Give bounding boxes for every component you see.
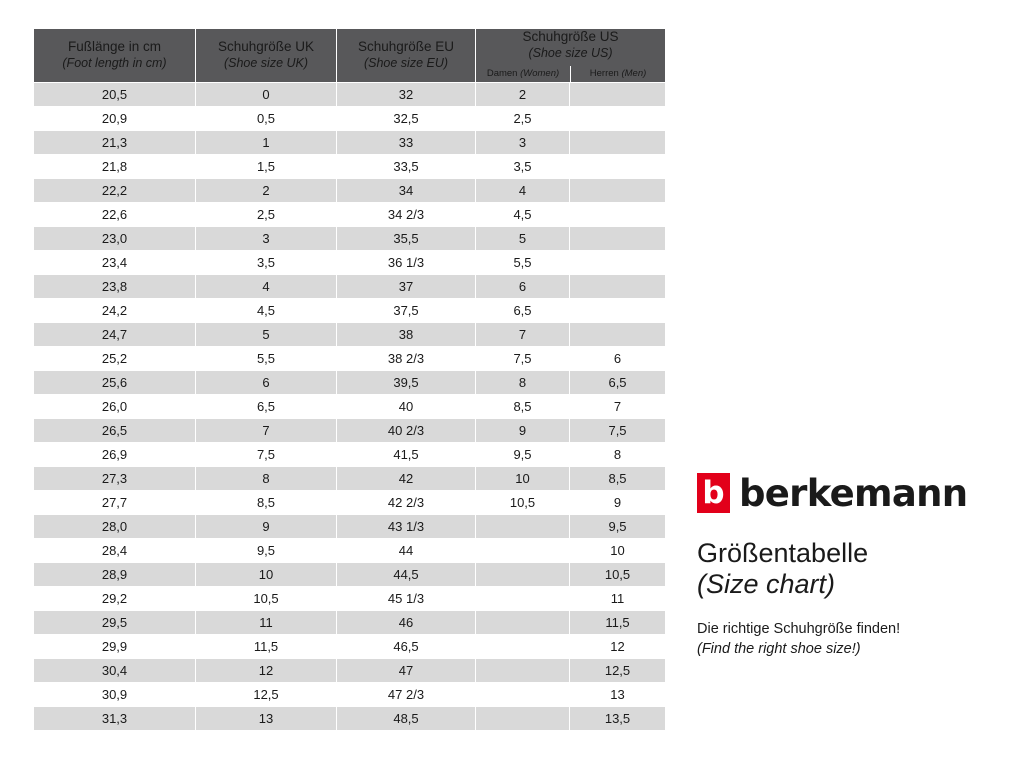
cell-us-men: 8,5 — [570, 467, 666, 491]
cell-us-women: 4 — [476, 179, 570, 203]
table-row — [34, 251, 666, 275]
cell-foot-length: 29,9 — [34, 635, 196, 659]
cell-us-women — [476, 611, 570, 635]
cell-foot-length: 21,8 — [34, 155, 196, 179]
column-header-eu-en: (Shoe size EU) — [363, 56, 449, 71]
cell-eu: 43 1/3 — [337, 515, 476, 539]
table-row — [34, 299, 666, 323]
cell-us-women: 6 — [476, 275, 570, 299]
table-row — [34, 659, 666, 683]
table-row — [34, 611, 666, 635]
cell-us-women: 2,5 — [476, 107, 570, 131]
cell-us-men: 10 — [570, 539, 666, 563]
column-header-foot-length — [34, 29, 196, 83]
column-header-us-women-de: Damen — [486, 67, 518, 79]
table-row — [34, 323, 666, 347]
subtitle-de: Die richtige Schuhgröße finden! — [697, 621, 901, 638]
table-body — [34, 83, 666, 731]
cell-us-women — [476, 587, 570, 611]
cell-us-men: 11,5 — [570, 611, 666, 635]
table-row — [34, 227, 666, 251]
cell-foot-length: 22,2 — [34, 179, 196, 203]
table-header-row — [34, 29, 666, 83]
column-header-us-men-en: (Men) — [621, 67, 647, 79]
table-row — [34, 275, 666, 299]
page-title-en: (Size chart) — [697, 569, 836, 600]
cell-uk: 6,5 — [196, 395, 337, 419]
cell-us-men: 7 — [570, 395, 666, 419]
cell-uk: 3,5 — [196, 251, 337, 275]
cell-eu: 47 — [337, 659, 476, 683]
cell-eu: 38 — [337, 323, 476, 347]
cell-uk: 3 — [196, 227, 337, 251]
cell-uk: 0 — [196, 83, 337, 107]
cell-eu: 42 2/3 — [337, 491, 476, 515]
cell-uk: 12 — [196, 659, 337, 683]
table-row — [34, 371, 666, 395]
cell-uk: 10 — [196, 563, 337, 587]
cell-us-men: 12,5 — [570, 659, 666, 683]
cell-foot-length: 26,5 — [34, 419, 196, 443]
berkemann-logo — [697, 470, 997, 516]
table-row — [34, 179, 666, 203]
cell-us-men: 13 — [570, 683, 666, 707]
cell-us-men: 6 — [570, 347, 666, 371]
cell-uk: 13 — [196, 707, 337, 731]
cell-foot-length: 28,4 — [34, 539, 196, 563]
cell-uk: 2 — [196, 179, 337, 203]
cell-eu: 45 1/3 — [337, 587, 476, 611]
cell-us-women: 8 — [476, 371, 570, 395]
column-header-us — [476, 29, 666, 83]
cell-us-men — [570, 275, 666, 299]
table-row — [34, 443, 666, 467]
table-header — [34, 29, 666, 83]
us-subheader-row — [476, 66, 665, 83]
cell-eu: 42 — [337, 467, 476, 491]
cell-us-men: 8 — [570, 443, 666, 467]
cell-us-women — [476, 683, 570, 707]
cell-uk: 1 — [196, 131, 337, 155]
table-row — [34, 707, 666, 731]
cell-us-women: 3 — [476, 131, 570, 155]
cell-eu: 41,5 — [337, 443, 476, 467]
table-row — [34, 419, 666, 443]
cell-foot-length: 23,8 — [34, 275, 196, 299]
cell-uk: 7,5 — [196, 443, 337, 467]
column-header-us-en: (Shoe size US) — [528, 45, 613, 60]
cell-uk: 8,5 — [196, 491, 337, 515]
cell-uk: 0,5 — [196, 107, 337, 131]
column-header-eu-de: Schuhgröße EU — [357, 39, 455, 55]
cell-foot-length: 28,0 — [34, 515, 196, 539]
cell-foot-length: 29,2 — [34, 587, 196, 611]
cell-us-women: 5 — [476, 227, 570, 251]
cell-eu: 36 1/3 — [337, 251, 476, 275]
cell-foot-length: 24,2 — [34, 299, 196, 323]
cell-us-men — [570, 179, 666, 203]
cell-us-men — [570, 227, 666, 251]
cell-eu: 44 — [337, 539, 476, 563]
cell-uk: 11 — [196, 611, 337, 635]
column-header-us-men — [571, 66, 665, 83]
brand-panel — [697, 470, 997, 659]
cell-us-men — [570, 203, 666, 227]
table-row — [34, 83, 666, 107]
cell-foot-length: 20,5 — [34, 83, 196, 107]
cell-foot-length: 26,0 — [34, 395, 196, 419]
cell-us-men: 7,5 — [570, 419, 666, 443]
cell-us-women: 10,5 — [476, 491, 570, 515]
cell-eu: 34 2/3 — [337, 203, 476, 227]
column-header-uk-de: Schuhgröße UK — [217, 39, 315, 55]
size-table-container — [33, 28, 665, 731]
logo-wordmark: berkemann — [739, 471, 968, 515]
table-row — [34, 587, 666, 611]
column-header-foot-length-en: (Foot length in cm) — [62, 56, 167, 71]
cell-us-women: 4,5 — [476, 203, 570, 227]
cell-foot-length: 26,9 — [34, 443, 196, 467]
cell-eu: 33 — [337, 131, 476, 155]
cell-us-women: 3,5 — [476, 155, 570, 179]
shoe-size-table — [33, 28, 666, 731]
cell-us-men — [570, 251, 666, 275]
cell-us-men — [570, 299, 666, 323]
cell-uk: 9 — [196, 515, 337, 539]
cell-uk: 9,5 — [196, 539, 337, 563]
column-header-uk-en: (Shoe size UK) — [223, 56, 309, 71]
cell-us-men — [570, 323, 666, 347]
logo-mark-icon — [697, 473, 730, 513]
cell-foot-length: 21,3 — [34, 131, 196, 155]
table-row — [34, 131, 666, 155]
table-row — [34, 107, 666, 131]
cell-foot-length: 22,6 — [34, 203, 196, 227]
cell-eu: 40 2/3 — [337, 419, 476, 443]
cell-foot-length: 28,9 — [34, 563, 196, 587]
cell-foot-length: 30,9 — [34, 683, 196, 707]
cell-foot-length: 31,3 — [34, 707, 196, 731]
cell-eu: 34 — [337, 179, 476, 203]
cell-foot-length: 20,9 — [34, 107, 196, 131]
cell-us-women — [476, 707, 570, 731]
table-row — [34, 467, 666, 491]
cell-us-women: 10 — [476, 467, 570, 491]
column-header-us-women — [476, 66, 571, 83]
subtitle-en: (Find the right shoe size!) — [697, 640, 861, 657]
cell-us-men: 9,5 — [570, 515, 666, 539]
table-row — [34, 539, 666, 563]
cell-foot-length: 24,7 — [34, 323, 196, 347]
cell-foot-length: 23,0 — [34, 227, 196, 251]
cell-us-men — [570, 107, 666, 131]
cell-eu: 38 2/3 — [337, 347, 476, 371]
cell-uk: 4,5 — [196, 299, 337, 323]
cell-eu: 39,5 — [337, 371, 476, 395]
cell-foot-length: 25,2 — [34, 347, 196, 371]
cell-us-women: 7 — [476, 323, 570, 347]
cell-us-men: 12 — [570, 635, 666, 659]
cell-uk: 5 — [196, 323, 337, 347]
cell-eu: 32,5 — [337, 107, 476, 131]
cell-us-women: 2 — [476, 83, 570, 107]
logo-letter: b — [702, 475, 725, 511]
cell-uk: 8 — [196, 467, 337, 491]
cell-foot-length: 25,6 — [34, 371, 196, 395]
table-row — [34, 491, 666, 515]
table-row — [34, 563, 666, 587]
cell-us-women: 6,5 — [476, 299, 570, 323]
column-header-uk — [196, 29, 337, 83]
cell-foot-length: 30,4 — [34, 659, 196, 683]
cell-eu: 37 — [337, 275, 476, 299]
cell-uk: 4 — [196, 275, 337, 299]
cell-eu: 40 — [337, 395, 476, 419]
column-header-us-women-en: (Women) — [520, 67, 560, 79]
table-row — [34, 635, 666, 659]
cell-us-men: 10,5 — [570, 563, 666, 587]
cell-us-men — [570, 83, 666, 107]
cell-us-men — [570, 131, 666, 155]
table-row — [34, 395, 666, 419]
cell-foot-length: 27,7 — [34, 491, 196, 515]
cell-uk: 2,5 — [196, 203, 337, 227]
cell-us-women — [476, 635, 570, 659]
page-title-de: Größentabelle — [697, 538, 869, 568]
cell-us-women — [476, 515, 570, 539]
cell-us-men — [570, 155, 666, 179]
cell-eu: 32 — [337, 83, 476, 107]
cell-foot-length: 29,5 — [34, 611, 196, 635]
cell-us-men: 13,5 — [570, 707, 666, 731]
cell-uk: 7 — [196, 419, 337, 443]
table-row — [34, 683, 666, 707]
column-header-foot-length-de: Fußlänge in cm — [67, 39, 162, 55]
table-row — [34, 515, 666, 539]
cell-us-women: 5,5 — [476, 251, 570, 275]
table-row — [34, 155, 666, 179]
cell-us-women: 9 — [476, 419, 570, 443]
cell-uk: 6 — [196, 371, 337, 395]
cell-uk: 12,5 — [196, 683, 337, 707]
cell-uk: 10,5 — [196, 587, 337, 611]
cell-eu: 46 — [337, 611, 476, 635]
cell-us-women: 9,5 — [476, 443, 570, 467]
cell-us-women — [476, 659, 570, 683]
cell-foot-length: 23,4 — [34, 251, 196, 275]
cell-eu: 33,5 — [337, 155, 476, 179]
column-header-eu — [337, 29, 476, 83]
cell-eu: 35,5 — [337, 227, 476, 251]
table-row — [34, 203, 666, 227]
cell-us-men: 11 — [570, 587, 666, 611]
cell-uk: 5,5 — [196, 347, 337, 371]
cell-eu: 48,5 — [337, 707, 476, 731]
cell-eu: 46,5 — [337, 635, 476, 659]
cell-eu: 37,5 — [337, 299, 476, 323]
cell-uk: 1,5 — [196, 155, 337, 179]
cell-foot-length: 27,3 — [34, 467, 196, 491]
cell-us-women: 7,5 — [476, 347, 570, 371]
cell-eu: 44,5 — [337, 563, 476, 587]
cell-eu: 47 2/3 — [337, 683, 476, 707]
cell-us-women — [476, 539, 570, 563]
cell-us-women — [476, 563, 570, 587]
table-row — [34, 347, 666, 371]
cell-uk: 11,5 — [196, 635, 337, 659]
column-header-us-de: Schuhgröße US — [522, 29, 619, 44]
cell-us-men: 9 — [570, 491, 666, 515]
column-header-us-men-de: Herren — [589, 67, 619, 79]
cell-us-women: 8,5 — [476, 395, 570, 419]
cell-us-men: 6,5 — [570, 371, 666, 395]
